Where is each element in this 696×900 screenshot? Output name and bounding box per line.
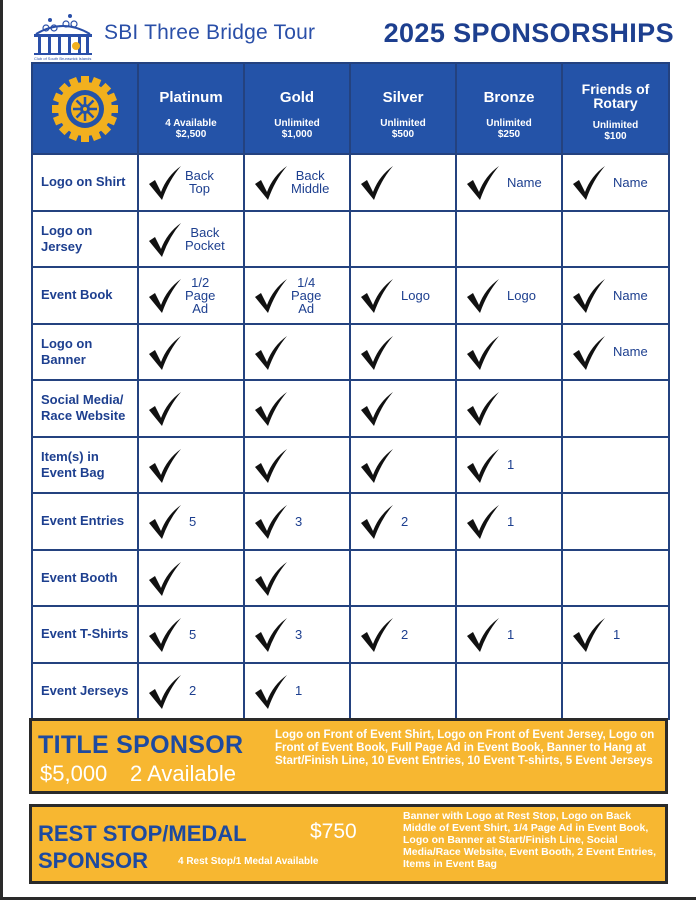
checkmark-icon: [465, 616, 501, 654]
benefit-cell-content: [457, 326, 561, 378]
benefit-cell-content: [139, 665, 243, 717]
benefit-cell-content: [139, 213, 243, 265]
checkmark-icon: [147, 616, 183, 654]
benefit-note: 1/2 Page Ad: [185, 274, 216, 316]
checkmark-icon: [253, 164, 289, 202]
benefit-note: Back Middle: [291, 168, 330, 197]
benefit-cell: [244, 550, 350, 607]
tier-header-bronze: [456, 63, 562, 154]
benefit-note: 1: [507, 626, 515, 642]
benefit-note: Name: [613, 344, 648, 360]
benefit-cell: [562, 324, 669, 381]
logo-caption: Club of South Brunswick Islands: [34, 56, 92, 61]
benefit-cell: [138, 380, 244, 437]
checkmark-icon: [253, 447, 289, 485]
tier-name: Friends of Rotary: [581, 81, 650, 111]
benefit-label: Logo on Shirt: [32, 154, 138, 211]
benefit-cell-content: [457, 665, 561, 717]
benefit-cell-content: [139, 156, 243, 208]
benefit-label: Event Book: [32, 267, 138, 324]
benefit-cell-content: [457, 495, 561, 547]
benefit-cell: [138, 606, 244, 663]
checkmark-icon: [253, 673, 289, 711]
benefit-note: Name: [613, 287, 648, 303]
benefit-cell-content: [245, 665, 349, 717]
tier-header-gold: [244, 63, 350, 154]
bridge-cyclists-logo-icon: [32, 12, 94, 60]
tier-price: $500: [391, 129, 415, 140]
benefit-cell: [138, 211, 244, 268]
benefit-cell: [350, 663, 456, 720]
rest-stop-availability: 4 Rest Stop/1 Medal Available: [178, 856, 319, 867]
sponsorship-table: [31, 62, 670, 720]
benefit-note: Back Pocket: [185, 224, 225, 253]
benefit-cell-content: [563, 156, 668, 208]
benefit-cell-content: [563, 213, 668, 265]
benefit-cell-content: [457, 269, 561, 321]
checkmark-icon: [359, 503, 395, 541]
checkmark-icon: [253, 334, 289, 372]
benefit-cell: [350, 267, 456, 324]
benefit-cell: [138, 550, 244, 607]
rotary-wheel-icon: [50, 74, 120, 144]
benefit-cell: [244, 606, 350, 663]
benefit-cell: [562, 493, 669, 550]
checkmark-icon: [147, 221, 183, 259]
benefit-cell: [350, 550, 456, 607]
benefit-label: Event T-Shirts: [32, 606, 138, 663]
title-sponsor-availability: 2 Available: [130, 761, 237, 786]
tier-header-row: [32, 63, 669, 154]
benefit-cell-content: [351, 552, 455, 604]
title-sponsor-panel: [29, 718, 668, 794]
benefit-note: 1: [507, 513, 515, 529]
benefit-cell-content: [245, 382, 349, 434]
benefit-cell: [562, 267, 669, 324]
benefit-note: Logo: [507, 287, 536, 303]
benefit-cell: [350, 493, 456, 550]
benefit-cell: [562, 663, 669, 720]
benefit-note: Logo: [401, 287, 430, 303]
tier-price: $250: [497, 129, 521, 140]
checkmark-icon: [253, 277, 289, 315]
benefit-cell: [350, 324, 456, 381]
benefit-cell: [244, 380, 350, 437]
checkmark-icon: [359, 334, 395, 372]
benefit-label: Logo on Jersey: [32, 211, 138, 268]
benefit-label: Item(s) in Event Bag: [32, 437, 138, 494]
benefit-cell: [244, 437, 350, 494]
checkmark-icon: [359, 447, 395, 485]
checkmark-icon: [147, 277, 183, 315]
benefit-row: [32, 154, 669, 211]
checkmark-icon: [253, 616, 289, 654]
benefit-cell-content: [351, 382, 455, 434]
benefit-cell-content: [457, 608, 561, 660]
benefit-note: 5: [189, 513, 197, 529]
tier-name: Silver: [382, 89, 424, 106]
benefit-cell-content: [245, 608, 349, 660]
benefit-cell-content: [245, 495, 349, 547]
benefit-cell: [244, 154, 350, 211]
tier-header-friends: [562, 63, 669, 154]
benefit-label: Event Jerseys: [32, 663, 138, 720]
benefit-cell-content: [139, 439, 243, 491]
benefit-cell-content: [563, 608, 668, 660]
checkmark-icon: [465, 164, 501, 202]
checkmark-icon: [571, 334, 607, 372]
benefit-label: Logo on Banner: [32, 324, 138, 381]
benefit-note: 1: [507, 457, 515, 473]
benefit-cell: [244, 267, 350, 324]
benefit-cell-content: [351, 665, 455, 717]
benefit-cell: [562, 437, 669, 494]
benefit-cell: [138, 663, 244, 720]
benefit-cell-content: [139, 552, 243, 604]
benefit-cell: [456, 437, 562, 494]
tier-name: Bronze: [483, 89, 535, 106]
checkmark-icon: [253, 503, 289, 541]
benefit-note: 2: [401, 513, 409, 529]
benefit-note: Back Top: [185, 168, 214, 197]
tier-price: $100: [604, 131, 627, 142]
benefit-cell-content: [563, 326, 668, 378]
checkmark-icon: [147, 164, 183, 202]
benefit-cell: [562, 550, 669, 607]
benefit-cell: [456, 606, 562, 663]
benefit-cell-content: [351, 213, 455, 265]
tier-name: Gold: [279, 89, 315, 106]
header: [28, 8, 678, 62]
tier-availability: 4 Available: [165, 118, 217, 129]
checkmark-icon: [571, 164, 607, 202]
benefit-cell: [244, 663, 350, 720]
benefit-cell-content: [245, 326, 349, 378]
benefit-note: 1: [613, 626, 621, 642]
benefit-cell: [244, 493, 350, 550]
rest-stop-description: Banner with Logo at Rest Stop, Logo on Back Middle of Event Shirt, 1/4 Page Ad in Event Book, Logo on Banner at Start/Finish Line, Social Media/Race Website, Event Booth, 2 Event Entries, Items in Event Bag: [403, 810, 657, 870]
benefit-cell: [456, 493, 562, 550]
benefit-cell-content: [351, 439, 455, 491]
tier-header-platinum: [138, 63, 244, 154]
benefit-cell-content: [457, 382, 561, 434]
tier-header-silver: [350, 63, 456, 154]
checkmark-icon: [147, 673, 183, 711]
checkmark-icon: [359, 390, 395, 428]
benefit-row: [32, 493, 669, 550]
benefit-cell: [244, 324, 350, 381]
benefit-row: [32, 437, 669, 494]
benefit-cell-content: [351, 156, 455, 208]
benefit-cell-content: [351, 326, 455, 378]
benefit-note: Name: [613, 174, 648, 190]
rest-stop-sponsor-panel: [29, 804, 668, 884]
checkmark-icon: [359, 164, 395, 202]
benefit-cell-content: [457, 156, 561, 208]
benefit-note: 3: [295, 626, 303, 642]
benefit-row: [32, 267, 669, 324]
benefit-cell: [138, 437, 244, 494]
rest-stop-heading: REST STOP/MEDAL: [38, 821, 247, 846]
benefit-cell-content: [563, 269, 668, 321]
rest-stop-price: $750: [310, 820, 357, 843]
checkmark-icon: [147, 560, 183, 598]
benefit-cell: [456, 550, 562, 607]
checkmark-icon: [465, 334, 501, 372]
benefit-row: [32, 663, 669, 720]
benefit-cell: [138, 267, 244, 324]
checkmark-icon: [465, 447, 501, 485]
benefit-cell-content: [139, 326, 243, 378]
benefit-note: 2: [189, 683, 197, 699]
benefit-cell-content: [563, 382, 668, 434]
benefit-cell-content: [245, 439, 349, 491]
page-title: 2025 SPONSORSHIPS: [383, 18, 674, 48]
benefit-cell: [562, 211, 669, 268]
benefit-cell-content: [139, 269, 243, 321]
benefit-label: Social Media/ Race Website: [32, 380, 138, 437]
benefit-cell-content: [563, 439, 668, 491]
title-sponsor-heading: TITLE SPONSOR: [38, 731, 244, 759]
title-sponsor-price: $5,000: [40, 761, 108, 786]
benefit-cell: [562, 380, 669, 437]
checkmark-icon: [571, 277, 607, 315]
benefit-cell: [138, 493, 244, 550]
checkmark-icon: [147, 447, 183, 485]
checkmark-icon: [253, 560, 289, 598]
benefit-cell: [456, 154, 562, 211]
benefit-cell-content: [245, 269, 349, 321]
benefit-note: Name: [507, 174, 542, 190]
benefit-note: 1: [295, 683, 303, 699]
benefit-cell: [456, 380, 562, 437]
benefit-cell-content: [245, 552, 349, 604]
benefit-cell: [350, 437, 456, 494]
benefit-cell: [350, 154, 456, 211]
checkmark-icon: [147, 334, 183, 372]
benefit-cell: [350, 380, 456, 437]
benefit-cell-content: [245, 156, 349, 208]
benefit-cell-content: [457, 439, 561, 491]
benefit-cell: [456, 324, 562, 381]
tier-availability: Unlimited: [486, 118, 532, 129]
tier-availability: Unlimited: [380, 118, 426, 129]
rest-stop-heading-sponsor: SPONSOR: [38, 848, 149, 873]
tier-availability: Unlimited: [592, 120, 639, 131]
benefit-row: [32, 550, 669, 607]
tier-availability: Unlimited: [274, 118, 320, 129]
checkmark-icon: [359, 277, 395, 315]
checkmark-icon: [465, 503, 501, 541]
title-sponsor-description: Logo on Front of Event Shirt, Logo on Front of Event Jersey, Logo on Front of Event Book, Full Page Ad in Event Book, Banner to Hang at Start/Finish Line, 10 Event Entries, 10 Event T-shirts, 5 Event Jerseys: [275, 729, 655, 767]
benefit-cell: [138, 324, 244, 381]
benefit-cell-content: [245, 213, 349, 265]
benefit-cell: [456, 267, 562, 324]
benefit-note: 2: [401, 626, 409, 642]
benefit-row: [32, 324, 669, 381]
benefit-note: 1/4 Page Ad: [291, 274, 322, 316]
benefit-cell-content: [139, 608, 243, 660]
benefit-cell-content: [457, 213, 561, 265]
benefit-row: [32, 606, 669, 663]
benefit-cell: [138, 154, 244, 211]
benefit-cell-content: [139, 495, 243, 547]
benefit-note: 5: [189, 626, 197, 642]
benefit-cell-content: [351, 495, 455, 547]
benefit-row: [32, 211, 669, 268]
benefit-cell: [562, 606, 669, 663]
benefit-cell-content: [351, 608, 455, 660]
checkmark-icon: [571, 616, 607, 654]
benefit-cell: [562, 154, 669, 211]
benefit-cell: [244, 211, 350, 268]
tier-name: Platinum: [159, 89, 223, 106]
benefit-label: Event Entries: [32, 493, 138, 550]
benefit-cell: [456, 211, 562, 268]
checkmark-icon: [465, 277, 501, 315]
benefit-cell-content: [563, 665, 668, 717]
benefit-cell: [350, 606, 456, 663]
benefit-cell-content: [139, 382, 243, 434]
checkmark-icon: [465, 390, 501, 428]
rotary-logo-cell: [32, 63, 138, 154]
benefit-cell: [350, 211, 456, 268]
checkmark-icon: [147, 390, 183, 428]
benefit-note: 3: [295, 513, 303, 529]
benefit-cell-content: [563, 552, 668, 604]
benefit-cell: [456, 663, 562, 720]
benefit-cell-content: [351, 269, 455, 321]
checkmark-icon: [147, 503, 183, 541]
benefit-row: [32, 380, 669, 437]
tour-title: SBI Three Bridge Tour: [104, 21, 316, 44]
checkmark-icon: [359, 616, 395, 654]
checkmark-icon: [253, 390, 289, 428]
benefit-label: Event Booth: [32, 550, 138, 607]
benefit-cell-content: [457, 552, 561, 604]
tier-price: $2,500: [175, 129, 207, 140]
benefit-cell-content: [563, 495, 668, 547]
tier-price: $1,000: [281, 129, 313, 140]
